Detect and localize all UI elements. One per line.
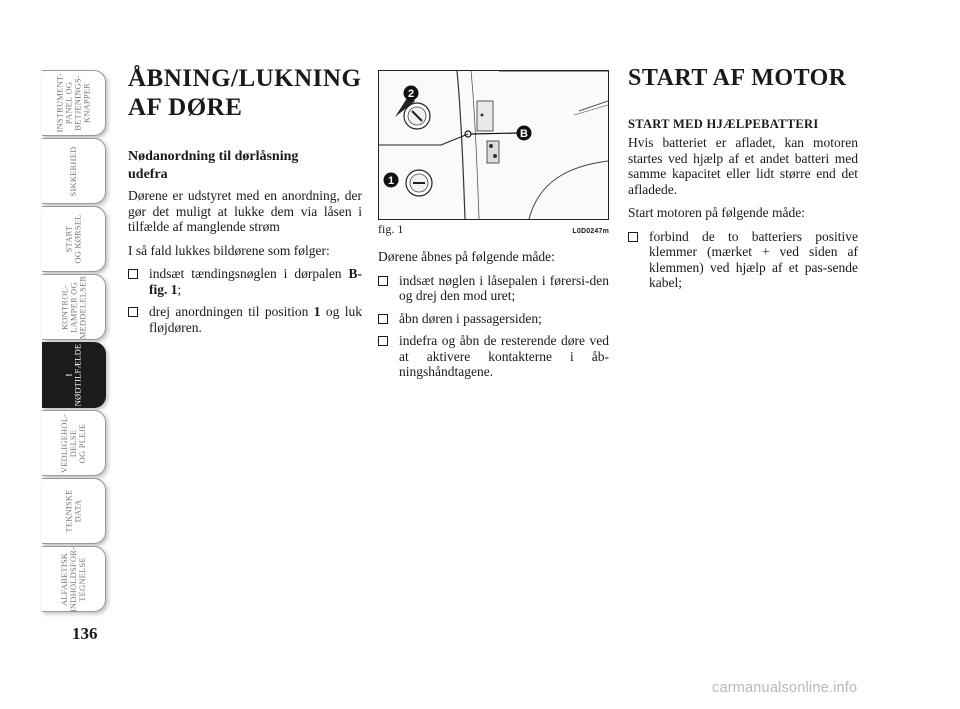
checkbox-bullet-icon bbox=[628, 232, 638, 242]
watermark: carmanualsonline.info bbox=[712, 680, 858, 696]
position-reference: 1 bbox=[313, 304, 321, 319]
tab-sikkerhed[interactable] bbox=[42, 138, 106, 204]
paragraph: Dørene er udstyret med en anordning, der gør det muligt at lukke dem via låsen i tilfælde af manglende strøm bbox=[128, 188, 362, 234]
door-lock-drawing bbox=[379, 71, 608, 219]
list-item bbox=[378, 311, 609, 327]
list-item-text: indsæt nøglen i låsepalen i førersi-den og drej den mod uret; bbox=[399, 272, 609, 303]
tab-label: ALFABETISK INDHOLDSFOR- TEGNELSE bbox=[59, 546, 87, 612]
tab-kontrollamper[interactable] bbox=[42, 274, 106, 340]
tab-start-og-korsel[interactable] bbox=[42, 206, 106, 272]
page-number: 136 bbox=[72, 624, 98, 643]
section-title: START AF MOTOR bbox=[628, 65, 847, 91]
door-lock-illustration bbox=[378, 70, 609, 220]
list-item-text: indsæt tændingsnøglen i dørpalen bbox=[149, 266, 349, 281]
tab-i-nodtilfaelde[interactable] bbox=[42, 342, 106, 408]
figure-reference: B-fig. 1 bbox=[149, 266, 362, 297]
marker-b: B bbox=[520, 128, 528, 140]
marker-1: 1 bbox=[387, 175, 395, 187]
tab-label: KONTROL- LAMPER OG MEDDELELSER bbox=[59, 275, 87, 339]
section-title: ÅBNING/LUKNING AF DØRE bbox=[128, 65, 362, 121]
tab-instrumentpanel[interactable] bbox=[42, 70, 106, 136]
tab-label: INSTRUMENT- PANEL OG BETJENINGS- KNAPPER bbox=[54, 73, 92, 133]
emergency-lock-heading: Nødanordning til dørlåsning udefra bbox=[128, 149, 299, 182]
list-item-text: og luk fløjdøren. bbox=[149, 304, 362, 335]
list-item-text: åbn døren i passagersiden; bbox=[399, 310, 542, 326]
instruction-list bbox=[128, 266, 362, 335]
tab-vedligeholdelse[interactable] bbox=[42, 410, 106, 476]
figure-label: fig. 1 bbox=[378, 222, 404, 236]
instruction-list bbox=[628, 229, 858, 291]
tab-label: I NØDTILFÆLDE bbox=[63, 343, 83, 407]
list-item-text: indefra og åbn de resterende døre ved at aktivere kontakterne i åb-ningshåndtagene. bbox=[399, 333, 609, 379]
tab-indholdsfortegnelse[interactable] bbox=[42, 546, 106, 612]
list-item bbox=[378, 273, 609, 304]
list-item bbox=[628, 229, 858, 291]
checkbox-bullet-icon bbox=[378, 276, 388, 286]
paragraph: Start motoren på følgende måde: bbox=[628, 205, 805, 220]
list-item bbox=[378, 333, 609, 380]
checkbox-bullet-icon bbox=[128, 269, 138, 279]
checkbox-bullet-icon bbox=[378, 336, 388, 346]
door-opening-section bbox=[378, 70, 609, 387]
tab-label: SIKKERHED bbox=[68, 146, 78, 196]
tab-label: VEDLIGEHOL- DELSE OG PLEJE bbox=[59, 413, 87, 473]
paragraph: Hvis batteriet er afladet, kan motoren startes ved hjælp af et andet batteri med samme kapacitet eller lidt større end det afladede. bbox=[628, 135, 858, 197]
checkbox-bullet-icon bbox=[378, 314, 388, 324]
marker-2: 2 bbox=[407, 88, 415, 100]
figure-code: L0D0247m bbox=[572, 228, 609, 235]
paragraph: Dørene åbnes på følgende måde: bbox=[378, 249, 555, 264]
checkbox-bullet-icon bbox=[128, 307, 138, 317]
list-item-text: forbind de to batteriers positive klemmer (mærket + ved siden af klemmen) ved hjælp af et pas-sende kabel; bbox=[649, 228, 858, 290]
jump-start-heading: START MED HJÆLPEBATTERI bbox=[628, 117, 819, 131]
paragraph: I så fald lukkes bildørene som følger: bbox=[128, 242, 330, 258]
tab-label: TEKNISKE DATA bbox=[63, 489, 83, 533]
list-item-text: ; bbox=[177, 281, 182, 297]
instruction-list bbox=[378, 273, 609, 380]
doors-section bbox=[128, 64, 362, 342]
engine-start-section bbox=[628, 64, 858, 298]
tab-label: START OG KØRSEL bbox=[63, 214, 83, 264]
list-item-text: drej anordningen til position bbox=[149, 304, 314, 319]
tab-tekniske-data[interactable] bbox=[42, 478, 106, 544]
list-item bbox=[128, 304, 362, 335]
list-item bbox=[128, 266, 362, 297]
figure-caption bbox=[378, 222, 609, 237]
